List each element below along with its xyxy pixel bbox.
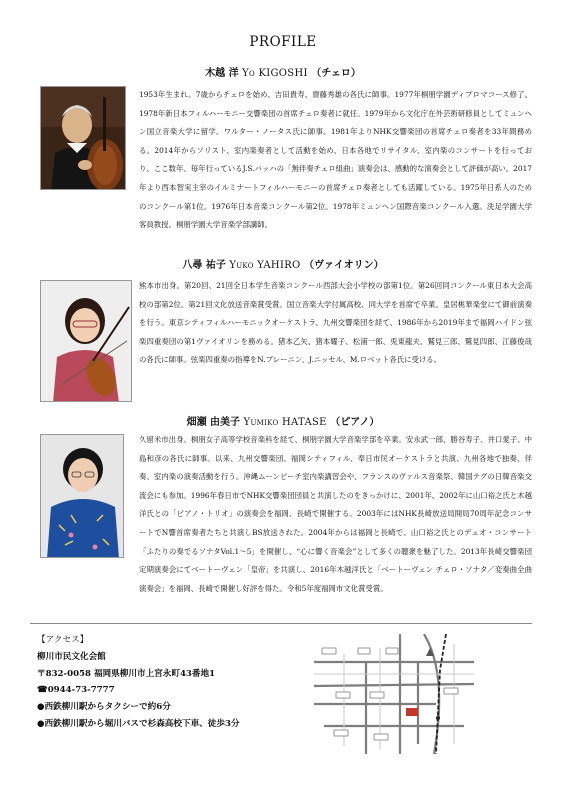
name-jp: 八尋 祐子 [182,260,226,271]
bio-text-yahiro [139,277,532,409]
violinist-photo [40,280,132,402]
venue-address: 〒832-0058 福岡県柳川市上宮永町43番地1 [37,668,216,679]
role: （チェロ） [311,68,361,79]
name-en: Yumiko HATASE [243,417,327,428]
bio-text-kigoshi [139,86,532,272]
name-jp: 木越 洋 [205,68,239,79]
bio-name-yahiro [0,256,566,271]
access-map [314,634,474,754]
page-title: PROFILE [249,34,317,50]
name-en: Yo KIGOSHI [242,68,308,79]
pianist-photo [40,434,124,558]
bio-name-hatase [0,413,566,428]
name-en: Yuko YAHIRO [229,260,301,271]
role: （ヴァイオリン） [304,260,384,271]
venue-phone: ☎0944-73-7777 [37,685,115,696]
route-taxi: ●西鉄柳川駅からタクシーで約6分 [37,702,171,713]
bio-name-kigoshi [0,64,566,79]
cellist-photo [40,86,126,190]
bio-paragraph: 久留米市出身。桐朋女子高等学校音楽科を経て、桐朋学園大学音楽学部を卒業。安永武一郎、勝谷寿子、井口愛子、中島和彦の各氏に師事。以来、九州交響楽団、福岡シティフィル、奉日市民オーケストラと共演、九州各地で独奏、伴奏、室内楽の演奏活動を行う。沖縄ムーンビーチ室内楽講習会や、フランスのヴァルス音楽祭、韓国テグの日韓音楽交流会にも参加。1996年春日市でNHK交響楽団団員と共演したのをきっかけに、2001年、2002年に山口裕之氏と木越洋氏との「ピアノ・トリオ」の演奏会を福岡、長崎で開催する。2003年にはNHK長崎放送局開局70周年記念コンサートでN響首席奏者たちと共演しBS放送された。2004年からは福岡と長崎で、山口裕之氏とのデュオ・コンサート「ふたりの奏でるソナタVol.1〜5」を開催し、“心に響く音楽会”として多くの聴衆を魅了した。2013年長崎交響楽団定期演奏会にてベートーヴェン「皇帝」を共演し、2016年木越洋氏と「ベートーヴェン チェロ・ソナタ／変奏曲全曲演奏会」を福岡、長崎で開催し好評を得た。令和5年度福岡市文化賞受賞。 [139,435,532,593]
venue-name: 柳川市民文化会館 [37,651,106,662]
role: （ピアノ） [330,417,380,428]
access-section [37,632,297,733]
name-jp: 畑瀬 由美子 [186,417,241,428]
bio-paragraph: 熊本市出身。第20回、21回全日本学生音楽コンクール西部大会小学校の部第1位。第26回同コンクール東日本大会高校の部第2位。第21回文化放送音楽賞受賞。国立音楽大学付属高校、同大学を首席で卒業。皇居桃華楽堂にて御前演奏を行う。東京シティフィルハーモニックオーケストラ、九州交響楽団を経て、1986年から2019年まで福岡ハイドン弦楽四重奏団の第1ヴァイオリンを務める。猪本乙矢、猪本耀子、松浦一郎、兎東龍夫、鷲見三郎、鷲見四郎、江藤俊哉の各氏に師事。弦楽四重奏の指導をN.ブレーニン、J.ニッセル、M.ロベット各氏に受ける。 [139,281,532,365]
route-bus: ●西鉄柳川駅から堀川バスで杉森高校下車、徒歩3分 [37,718,240,729]
access-heading: 【アクセス】 [37,635,89,645]
bio-text-hatase [139,431,532,616]
section-divider [30,623,532,624]
bio-paragraph: 1953年生まれ。7歳からチェロを始め、吉田貴寿、齋藤秀雄の各氏に師事。1977年桐朋学園ディプロマコース修了。1978年新日本フィルハーモニー交響楽団の首席チェロ奏者に就任。1979年から文化庁在外芸術研修員としてミュンヘン国立音楽大学に留学。ワルター・ノータス氏に師事。1981年よりNHK交響楽団の首席チェロ奏者を33年間務める。2014年からソリスト、室内楽奏者として活動を始め、日本各地でリサイタル、室内楽のコンサートを行っており、ここ数年、毎年行っているJ.S.バッハの「無伴奏チェロ組曲」演奏会は、感動的な演奏会として評価が高い。2017年より西本智実主宰のイルミナートフィルハーモニーの首席チェロ奏者としても活躍している。1975年日系人のためのコンクール第1位。1976年日本音楽コンクール第2位。1978年ミュンヘン国際音楽コンクール入選。洗足学園大学客員教授。桐朋学園大学音楽学部講師。 [139,90,532,230]
